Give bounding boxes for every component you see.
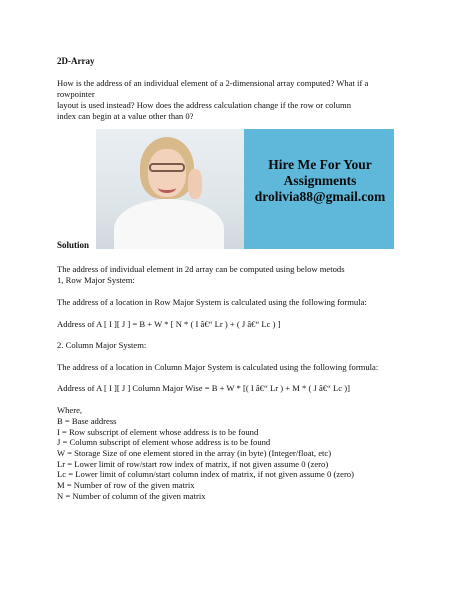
solution-heading: Solution [57, 240, 90, 250]
woman-photo [96, 129, 244, 249]
document-title: 2D-Array [57, 56, 95, 66]
definition-item: Lr = Lower limit of row/start row index of matrix, if not given assume 0 (zero) [57, 459, 329, 469]
column-major-heading: 2. Column Major System: [57, 340, 147, 350]
definition-item: I = Row subscript of element whose address is to be found [57, 427, 259, 437]
body-paragraph: The address of individual element in 2d array can be computed using below metods [57, 264, 345, 274]
column-major-formula: Address of A [ I ][ J ] Column Major Wise = B + W * [( I â€“ Lr ) + M * ( J â€“ Lc )] [57, 383, 350, 393]
definition-item: J = Column subscript of element whose address is to be found [57, 437, 271, 447]
definition-item: Lc = Lower limit of column/start column index of matrix, if not given assume 0 (zero) [57, 469, 354, 479]
definition-item: B = Base address [57, 416, 117, 426]
question-line-3: layout is used instead? How does the address calculation change if the row or column [57, 100, 352, 110]
row-major-heading: 1, Row Major System: [57, 275, 135, 285]
ad-line-1: Hire Me For Your [268, 157, 372, 172]
where-label: Where, [57, 405, 83, 415]
definition-item: M = Number of row of the given matrix [57, 480, 195, 490]
definition-item: N = Number of column of the given matrix [57, 491, 206, 501]
question-line-2: rowpointer [57, 89, 95, 99]
question-line-4: index can begin at a value other than 0? [57, 111, 194, 121]
body-paragraph: The address of a location in Row Major System is calculated using the following formula: [57, 297, 367, 307]
definition-item: W = Storage Size of one element stored in the array (in byte) (Integer/float, etc) [57, 448, 332, 458]
row-major-formula: Address of A [ I ][ J ] = B + W * [ N * ( I â€“ Lr ) + ( J â€“ Lc ) ] [57, 319, 281, 329]
ad-line-2: Assignments [283, 173, 357, 188]
body-paragraph: The address of a location in Column Major System is calculated using the following formula: [57, 362, 379, 372]
advertisement-banner[interactable] [96, 129, 394, 249]
ad-email[interactable]: drolivia88@gmail.com [254, 189, 386, 204]
question-line-1: How is the address of an individual element of a 2-dimensional array computed? What if a [57, 78, 369, 88]
ad-text [246, 157, 394, 205]
